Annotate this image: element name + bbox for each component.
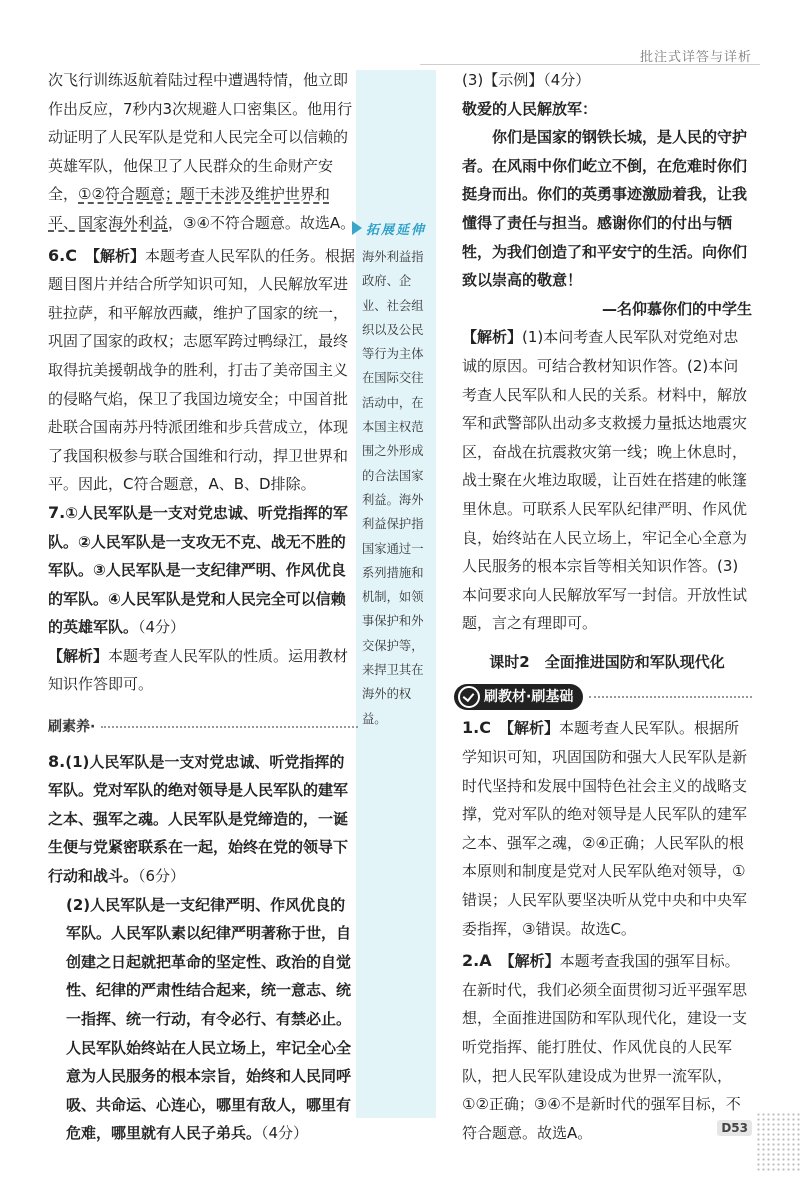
- intro-end: ，③④不符合题意。故选A。: [168, 213, 356, 232]
- lesson-title: 课时2 全面推进国防和军队现代化: [489, 652, 725, 671]
- question-6: [48, 242, 358, 499]
- q8-number: 8.: [48, 751, 66, 771]
- sidebar-heading: [352, 219, 444, 237]
- q7-score: （4分）: [138, 618, 186, 637]
- q8-p2-score: （4分）: [261, 1124, 309, 1143]
- q1-answer: C: [479, 718, 491, 738]
- q6-number: 6.: [48, 245, 66, 265]
- letter-signature: —名仰慕你们的中学生: [601, 299, 752, 318]
- q1-text: 本题考查人民军队。根据所学知识可知，巩固国防和强大人民军队是新时代坚持和发展中国特色社会主义的战略支撑，党对军队的绝对领导是人民军队的建军之本、强军之魂，②④正确；人民军队的根本原则和制度是党对人民军队绝对领导，①错误；人民军队要坚决听从党中央和中央军委指挥，③错误。故选C。: [462, 719, 748, 938]
- q6-answer: C: [65, 245, 77, 265]
- q7-number: 7.: [48, 502, 66, 522]
- q2-text: 本题考查我国的强军目标。在新时代，我们必须全面贯彻习近平强军思想，全面推进国防和军队现代化，建设一支听党指挥、能打胜仗、作风优良的人民军队，把人民军队建设成为世界一流军队，①②正确；③④不是新时代的强军目标，不符合题意。故选A。: [462, 952, 748, 1142]
- q8-analysis-text: (1)本问考查人民军队对党绝对忠诚的原因。可结合教材知识作答。(2)本问考查人民军队和人民的关系。材料中，解放军和武警部队出动多支救援力量抵达地震灾区，奋战在抗震救灾第一线；晚上休息时，战士聚在火堆边取暖，让百姓在搭建的帐篷里休息。可联系人民军队纪律严明、作风优良，始终站在人民立场上，牢记全心全意为人民服务的根本宗旨等相关知识作答。(3)本问要求向人民解放军写一封信。开放性试题，言之有理即可。: [462, 328, 748, 633]
- question-7: [48, 499, 358, 642]
- question-2: [462, 947, 752, 1147]
- header-title: 批注式详答与详析: [639, 50, 752, 65]
- q3-heading: (3)【示例】（4分）: [462, 71, 591, 89]
- q2-tag: 【解析】: [499, 952, 560, 971]
- question-8-part2: [48, 891, 358, 1148]
- page-number: D53: [717, 1120, 752, 1136]
- intro-underlined: ①②符合题意；题干未涉及维护世界和平、国家海外利益: [48, 185, 330, 232]
- section-shua-suyang: [48, 713, 358, 742]
- intro-text: 次飞行训练返航着陆过程中遭遇特情，他立即作出反应，7秒内3次规避人口密集区。他用行动证明了人民军队是党和人民完全可以信赖的英雄军队，他保卫了人民群众的生命财产安全，: [48, 71, 353, 204]
- letter-body: 你们是国家的钢铁长城，是人民的守护者。在风雨中你们屹立不倒，在危难时你们挺身而出。你们的英勇事迹激励着我，让我懂得了责任与担当。感谢你们的付出与牺牲，为我们创造了和平安宁的生活。向你们致以崇高的敬意！: [462, 128, 748, 290]
- q8-p2: (2)人民军队是一支纪律严明、作风优良的军队。人民军队素以纪律严明著称于世，自创建之日起就把革命的坚定性、政治的自觉性、纪律的严肃性结合起来，统一意志、统一指挥、统一行动，有令必行、有禁必止。人民军队始终站在人民立场上，牢记全心全意为人民服务的根本宗旨，始终和人民同呼吸、共命运、心连心，哪里有敌人，哪里有危难，哪里就有人民子弟兵。: [66, 895, 352, 1143]
- q7-answer: ①人民军队是一支对党忠诚、听党指挥的军队。②人民军队是一支攻无不克、战无不胜的军队。③人民军队是一支纪律严明、作风优良的军队。④人民军队是党和人民完全可以信赖的英雄军队。: [48, 503, 348, 637]
- section-shua-jiaocai: [454, 684, 752, 710]
- q7-analysis: [48, 642, 358, 699]
- header-divider: [420, 64, 760, 65]
- q8-p1-score: （6分）: [138, 867, 186, 886]
- q2-number: 2.: [462, 951, 480, 971]
- section-badge-label: 刷教材·刷基础: [484, 689, 574, 706]
- section-label: 刷素养·: [48, 719, 96, 736]
- section-badge: [454, 684, 583, 710]
- question-1: [462, 714, 752, 943]
- sidebar-text: 海外利益指政府、企业、社会组织以及公民等行为主体在国际交往活动中，在本国主权范围之外形成的合法国家利益。海外利益保护指国家通过一系列措施和机制，如领事保护和外交保护等，来捍卫其在海外的权益。: [362, 250, 424, 726]
- q6-text: 本题考查人民军队的任务。根据题目图片并结合所学知识可知，人民解放军进驻拉萨，和平解放西藏，维护了国家的统一，巩固了国家的政权；志愿军跨过鸭绿江，最终取得抗美援朝战争的胜利，打击了美帝国主义的侵略气焰，保卫了我国边境安全；中国首批赴联合国南苏丹特派团维和步兵营成立，体现了我国积极参与联合国维和行动，捍卫世界和平。因此，C符合题意，A、B、D排除。: [48, 246, 355, 494]
- q8-analysis-tag: 【解析】: [462, 328, 523, 347]
- q1-tag: 【解析】: [498, 719, 559, 738]
- q8-analysis: [462, 323, 752, 638]
- q7-text: 本题考查人民军队的性质。运用教材知识作答即可。: [48, 646, 349, 694]
- right-column: [462, 66, 752, 1147]
- q6-tag: 【解析】: [84, 246, 145, 265]
- q8-p1: (1)人民军队是一支对党忠诚、听党指挥的军队。党对军队的绝对领导是人民军队的建军之本、强军之魂。人民军队是党缔造的，一诞生便与党紧密联系在一起，始终在党的领导下行动和战斗。: [48, 752, 349, 886]
- check-circle-icon: [458, 686, 480, 708]
- left-column: [48, 66, 358, 1148]
- q7-tag: 【解析】: [48, 646, 109, 665]
- corner-dots-decoration: [756, 1112, 800, 1172]
- q1-number: 1.: [462, 718, 480, 738]
- q2-answer: A: [479, 951, 492, 971]
- intro-paragraph: [48, 66, 358, 238]
- question-8-part1: [48, 748, 358, 891]
- letter-greeting: 敬爱的人民解放军：: [462, 99, 598, 118]
- sidebar-heading-label: 拓展延伸: [366, 223, 427, 238]
